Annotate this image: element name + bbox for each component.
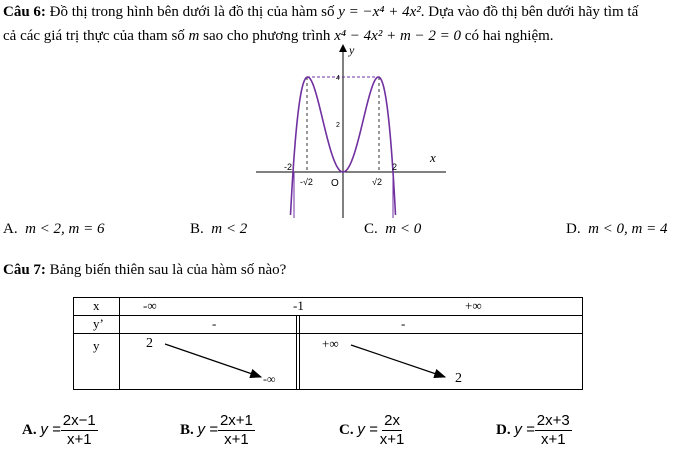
tick-y4: 4 bbox=[336, 75, 340, 82]
x-mid: -1 bbox=[293, 298, 304, 313]
q6-choice-c[interactable] bbox=[364, 221, 421, 238]
q6-choice-c-text: m < 0 bbox=[385, 221, 422, 237]
q7-choice-c-lhs: y = bbox=[357, 420, 378, 438]
row-label-y: y bbox=[93, 338, 100, 353]
q6-text1: Đồ thị trong hình bên dưới là đồ thị của hàm số bbox=[45, 4, 339, 20]
q7-choice-d[interactable] bbox=[496, 412, 572, 449]
q6-choice-d-text: m < 0, m = 4 bbox=[588, 221, 668, 237]
row-label-yprime: y’ bbox=[93, 316, 104, 331]
q6-choice-b[interactable] bbox=[190, 221, 247, 238]
q7-choice-b-lhs: y = bbox=[197, 420, 218, 438]
q6-choice-d-letter: D. bbox=[566, 221, 581, 237]
yprime-left: - bbox=[212, 316, 217, 331]
tick-pos-sqrt2: √2 bbox=[372, 177, 382, 187]
q6-choice-d[interactable] bbox=[566, 221, 668, 238]
q6-line2 bbox=[3, 28, 554, 45]
q6-choice-a[interactable] bbox=[3, 221, 105, 238]
q7-choice-d-num: 2x+3 bbox=[536, 412, 570, 429]
q7-choice-b[interactable] bbox=[180, 412, 255, 449]
q7-choice-b-den: x+1 bbox=[224, 431, 249, 448]
arrow-decreasing-left bbox=[165, 344, 261, 377]
tick-pos2: 2 bbox=[392, 162, 398, 172]
q7-choice-a-fraction bbox=[61, 412, 98, 449]
tick-y2: 2 bbox=[336, 122, 340, 129]
q6-line1 bbox=[3, 4, 638, 21]
q7-text: Bảng biến thiên sau là của hàm số nào? bbox=[45, 262, 287, 278]
q7-choice-d-letter: D. bbox=[496, 421, 511, 438]
q7-line bbox=[3, 262, 286, 279]
q6-text2: . Dựa vào đồ thị bên dưới hãy tìm tấ bbox=[420, 4, 639, 20]
q7-choice-a-letter: A. bbox=[22, 421, 37, 438]
q7-choice-a-lhs: y = bbox=[40, 420, 61, 438]
variation-table bbox=[73, 297, 583, 390]
row-label-x: x bbox=[93, 298, 100, 313]
q7-choice-d-lhs: y = bbox=[514, 420, 535, 438]
q7-choice-d-den: x+1 bbox=[540, 431, 566, 448]
q6-text4: sao cho phương trình bbox=[199, 28, 335, 44]
q6-graph bbox=[250, 44, 450, 220]
y-axis-label: y bbox=[349, 44, 355, 57]
q7-choice-c[interactable] bbox=[339, 412, 406, 449]
q6-choice-b-text: m < 2 bbox=[211, 221, 248, 237]
x-neg-inf: -∞ bbox=[143, 298, 157, 313]
variation-arrows bbox=[73, 297, 583, 390]
q7-choice-a-den: x+1 bbox=[66, 431, 92, 448]
q7-choice-b-num: 2x+1 bbox=[219, 412, 253, 429]
q7-choice-a[interactable] bbox=[22, 412, 98, 449]
q7-choice-a-num: 2x−1 bbox=[62, 412, 96, 429]
q7-choice-b-fraction bbox=[218, 412, 255, 449]
q7-choice-b-letter: B. bbox=[180, 421, 194, 438]
q6-text5: có hai nghiệm. bbox=[461, 28, 554, 44]
x-axis-label: x bbox=[430, 150, 436, 165]
q7-choice-c-num: 2x bbox=[384, 412, 400, 429]
origin-label: O bbox=[331, 178, 339, 189]
q6-function: y = −x⁴ + 4x² bbox=[338, 4, 421, 20]
q6-choice-c-letter: C. bbox=[364, 221, 378, 237]
arrow-decreasing-right bbox=[351, 345, 445, 377]
q6-equation: x⁴ − 4x² + m − 2 = 0 bbox=[334, 28, 462, 44]
q6-choice-a-letter: A. bbox=[3, 221, 18, 237]
q6-param: m bbox=[188, 28, 200, 44]
y-left-bottom: -∞ bbox=[263, 372, 276, 386]
q6-text3: cả các giá trị thực của tham số bbox=[3, 28, 189, 44]
x-pos-inf: +∞ bbox=[465, 298, 482, 313]
q6-label: Câu 6: bbox=[3, 4, 46, 20]
y-right-bottom: 2 bbox=[455, 371, 462, 386]
yprime-right: - bbox=[401, 316, 406, 331]
q6-choice-a-text: m < 2, m = 6 bbox=[25, 221, 105, 237]
y-right-top: +∞ bbox=[322, 336, 339, 351]
q7-label: Câu 7: bbox=[3, 262, 46, 278]
q7-choice-c-letter: C. bbox=[339, 421, 354, 438]
q7-choice-d-fraction bbox=[535, 412, 572, 449]
tick-neg2: -2 bbox=[284, 162, 293, 172]
tick-neg-sqrt2: -√2 bbox=[300, 177, 313, 187]
q6-choice-b-letter: B. bbox=[190, 221, 204, 237]
q7-choice-c-fraction bbox=[378, 412, 407, 449]
q7-choice-c-den: x+1 bbox=[379, 431, 405, 448]
y-left-top: 2 bbox=[146, 336, 153, 351]
